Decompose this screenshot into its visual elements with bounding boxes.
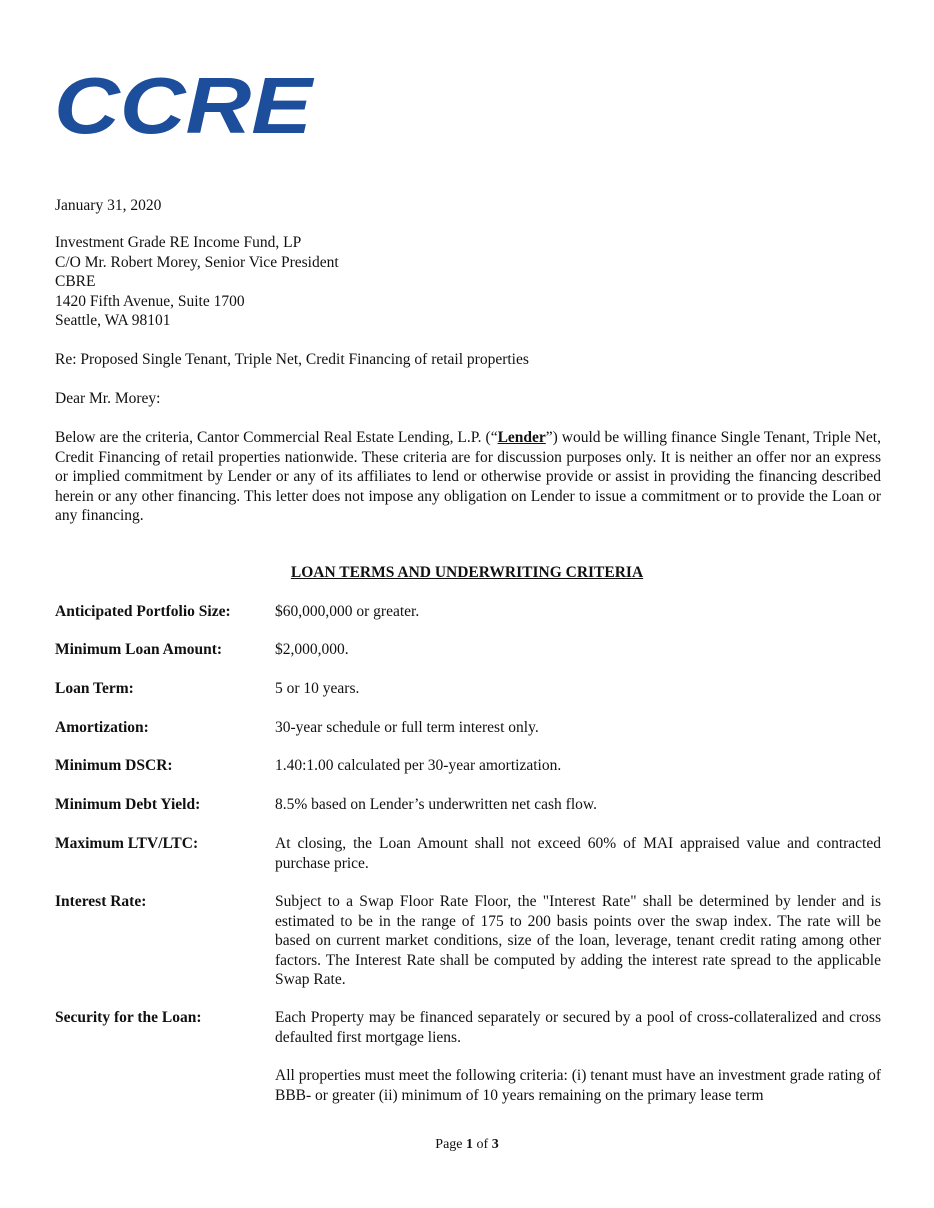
- defined-term-lender: Lender: [497, 429, 546, 446]
- term-label: Minimum DSCR:: [55, 757, 173, 774]
- term-row: [55, 640, 881, 660]
- letter-date: January 31, 2020: [55, 197, 162, 214]
- term-label: Interest Rate:: [55, 893, 147, 910]
- section-title: LOAN TERMS AND UNDERWRITING CRITERIA: [290, 564, 644, 581]
- term-label: Minimum Debt Yield:: [55, 796, 201, 813]
- page-footer: [0, 1137, 934, 1153]
- term-label: Minimum Loan Amount:: [55, 641, 223, 658]
- term-row: [55, 718, 881, 738]
- term-value: At closing, the Loan Amount shall not exceed 60% of MAI appraised value and contracted purchase price.: [275, 835, 881, 872]
- address-line: CBRE: [55, 273, 96, 290]
- page-current: 1: [466, 1137, 474, 1152]
- term-value: $60,000,000 or greater.: [275, 603, 420, 620]
- term-row: [55, 679, 881, 699]
- logo-wordmark: CCRE: [54, 72, 315, 138]
- term-label: Amortization:: [55, 719, 149, 736]
- address-line: 1420 Fifth Avenue, Suite 1700: [55, 292, 245, 310]
- term-row: [55, 892, 881, 990]
- salutation: Dear Mr. Morey:: [55, 390, 161, 407]
- term-row: [55, 756, 881, 776]
- footer-prefix: Page: [435, 1137, 467, 1152]
- intro-text-end: ”) would be willing finance Single Tenant, Triple Net, Credit Financing of retail properties nationwide. These criteria are for discussion purposes only. It is neither an offer nor an express or implied commitment by Lender or any of its affiliates to lend or otherwise provide or assist in providing the financing described herein or any other financing. This letter does not impose any obligation on Lender to issue a commitment or to provide the Loan or any financing.: [55, 429, 881, 524]
- term-value: 1.40:1.00 calculated per 30-year amortization.: [275, 757, 562, 774]
- recipient-address: [55, 233, 881, 331]
- ccre-logo: [54, 72, 316, 138]
- address-line: Investment Grade RE Income Fund, LP: [55, 234, 302, 251]
- address-line: C/O Mr. Robert Morey, Senior Vice President: [55, 253, 339, 271]
- footer-middle: of: [473, 1137, 492, 1152]
- term-value: Subject to a Swap Floor Rate Floor, the "Interest Rate" shall be determined by lender and is estimated to be in the range of 175 to 200 basis points over the swap index. The rate will be based on current market conditions, size of the loan, leverage, tenant credit rating among other factors. The Interest Rate shall be computed by adding the interest rate spread to the applicable Swap Rate.: [275, 893, 881, 988]
- subject-line: Re: Proposed Single Tenant, Triple Net, Credit Financing of retail properties: [55, 351, 529, 368]
- intro-text-start: Below are the criteria, Cantor Commercial Real Estate Lending, L.P. (“: [55, 429, 498, 446]
- term-row: [55, 834, 881, 873]
- term-row: [55, 602, 881, 622]
- ccre-logo-graphic: [54, 72, 316, 138]
- term-continuation: [55, 1066, 881, 1105]
- term-row: [55, 795, 881, 815]
- term-value: 5 or 10 years.: [275, 680, 360, 697]
- term-value: 8.5% based on Lender’s underwritten net cash flow.: [275, 796, 597, 813]
- term-label: Anticipated Portfolio Size:: [55, 603, 231, 620]
- term-value: 30-year schedule or full term interest only.: [275, 719, 539, 736]
- term-value: $2,000,000.: [275, 641, 349, 658]
- term-label: Security for the Loan:: [55, 1009, 202, 1026]
- term-row: [55, 1008, 881, 1047]
- term-label: Maximum LTV/LTC:: [55, 835, 199, 852]
- intro-paragraph: [55, 428, 881, 526]
- term-label: Loan Term:: [55, 680, 134, 697]
- term-value-continued: All properties must meet the following criteria: (i) tenant must have an investment grade rating of BBB- or greater (ii) minimum of 10 years remaining on the primary lease term: [275, 1067, 881, 1104]
- address-line: Seattle, WA 98101: [55, 312, 171, 329]
- term-value: Each Property may be financed separately or secured by a pool of cross-collateralized and cross defaulted first mortgage liens.: [275, 1009, 881, 1046]
- page-total: 3: [491, 1137, 499, 1152]
